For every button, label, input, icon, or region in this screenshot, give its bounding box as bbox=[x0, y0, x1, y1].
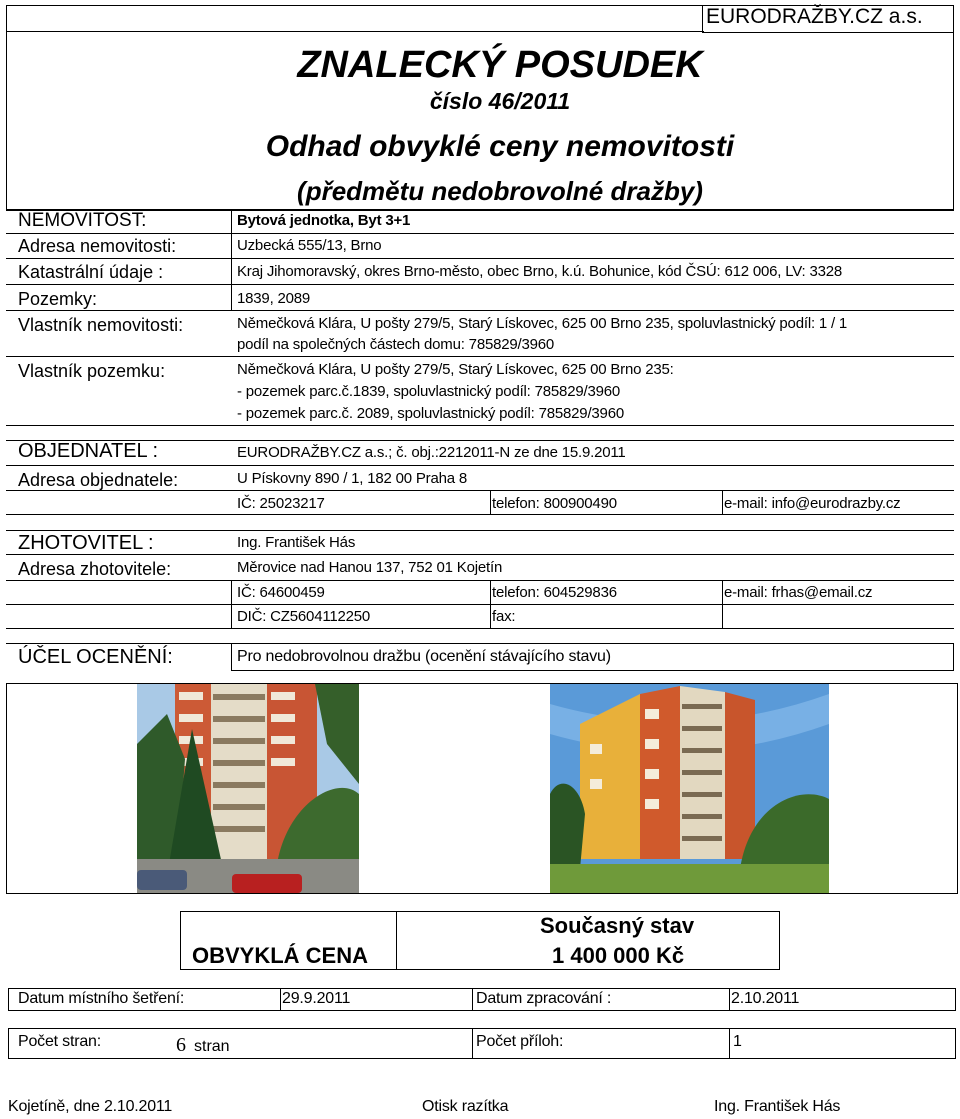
land-owner-line3: - pozemek parc.č. 2089, spoluvlastnický podíl: 785829/3960 bbox=[237, 405, 624, 422]
row-line bbox=[6, 604, 954, 605]
contractor-fax: fax: bbox=[492, 608, 516, 625]
contractor-phone: telefon: 604529836 bbox=[492, 584, 617, 601]
client-value: EURODRAŽBY.CZ a.s.; č. obj.:2212011-N ze dne 15.9.2011 bbox=[237, 444, 626, 461]
document-title: ZNALECKÝ POSUDEK bbox=[297, 44, 703, 86]
row-line bbox=[6, 530, 954, 531]
col-line bbox=[231, 210, 232, 310]
price-amount: 1 400 000 Kč bbox=[552, 943, 685, 968]
attachments-count: 1 bbox=[733, 1033, 742, 1050]
attachments-label: Počet příloh: bbox=[476, 1033, 564, 1050]
client-phone: telefon: 800900490 bbox=[492, 495, 617, 512]
cadastre-label: Katastrální údaje : bbox=[18, 262, 164, 282]
owner-line2: podíl na společných částech domu: 785829/3960 bbox=[237, 336, 555, 353]
col-line bbox=[472, 988, 473, 1011]
col-line bbox=[490, 490, 491, 514]
parcels-label: Pozemky: bbox=[18, 289, 98, 309]
row-line bbox=[6, 465, 954, 466]
header-inner-line bbox=[6, 31, 704, 32]
purpose-label: ÚČEL OCENĚNÍ: bbox=[18, 646, 173, 668]
contractor-email: e-mail: frhas@email.cz bbox=[724, 584, 873, 601]
footer-signature: Ing. František Hás bbox=[714, 1098, 841, 1115]
document-subtitle2: (předmětu nedobrovolné dražby) bbox=[297, 176, 703, 206]
land-owner-label: Vlastník pozemku: bbox=[18, 361, 166, 381]
document-subtitle: Odhad obvyklé ceny nemovitosti bbox=[265, 130, 735, 163]
row-line bbox=[6, 210, 954, 211]
pages-label: Počet stran: bbox=[18, 1033, 101, 1050]
land-owner-line2: - pozemek parc.č.1839, spoluvlastnický podíl: 785829/3960 bbox=[237, 383, 621, 400]
state-label: Současný stav bbox=[540, 913, 695, 938]
col-line bbox=[722, 490, 723, 514]
row-line bbox=[6, 628, 954, 629]
parcels-value: 1839, 2089 bbox=[237, 290, 311, 307]
cadastre-value: Kraj Jihomoravský, okres Brno-město, obec Brno, k.ú. Bohunice, kód ČSÚ: 612 006, LV: 3328 bbox=[237, 263, 843, 280]
pages-unit: stran bbox=[194, 1038, 230, 1055]
row-line bbox=[6, 490, 954, 491]
row-line bbox=[6, 425, 954, 426]
col-line bbox=[472, 1028, 473, 1059]
client-address: U Pískovny 890 / 1, 182 00 Praha 8 bbox=[237, 470, 468, 487]
row-line bbox=[6, 258, 954, 259]
col-line bbox=[280, 988, 281, 1011]
processing-label: Datum zpracování : bbox=[476, 990, 612, 1007]
row-line bbox=[6, 580, 954, 581]
footer-stamp: Otisk razítka bbox=[422, 1098, 509, 1115]
contractor-value: Ing. František Hás bbox=[237, 534, 356, 551]
contractor-address: Měrovice nad Hanou 137, 752 01 Kojetín bbox=[237, 559, 503, 576]
owner-label: Vlastník nemovitosti: bbox=[18, 315, 184, 335]
col-line bbox=[729, 988, 730, 1011]
client-address-label: Adresa objednatele: bbox=[18, 470, 179, 490]
address-label: Adresa nemovitosti: bbox=[18, 236, 177, 256]
inspection-date: 29.9.2011 bbox=[282, 990, 351, 1007]
inspection-label: Datum místního šetření: bbox=[18, 990, 185, 1007]
client-ic: IČ: 25023217 bbox=[237, 495, 325, 512]
col-line bbox=[729, 1028, 730, 1059]
company-tag: EURODRAŽBY.CZ a.s. bbox=[706, 5, 923, 28]
contractor-ic: IČ: 64600459 bbox=[237, 584, 325, 601]
contractor-address-label: Adresa zhotovitele: bbox=[18, 559, 172, 579]
row-line bbox=[6, 310, 954, 311]
document-number: číslo 46/2011 bbox=[429, 88, 571, 114]
address-value: Uzbecká 555/13, Brno bbox=[237, 237, 382, 254]
processing-date: 2.10.2011 bbox=[731, 990, 800, 1007]
price-label: OBVYKLÁ CENA bbox=[192, 943, 369, 968]
owner-line1: Němečková Klára, U pošty 279/5, Starý Lískovec, 625 00 Brno 235, spoluvlastnický podíl: 1 / 1 bbox=[237, 315, 848, 332]
footer-place-date: Kojetíně, dne 2.10.2011 bbox=[8, 1098, 173, 1115]
purpose-value: Pro nedobrovolnou dražbu (ocenění stávajícího stavu) bbox=[237, 648, 611, 665]
pages-number: 6 bbox=[176, 1034, 186, 1056]
price-col-line bbox=[396, 911, 397, 970]
row-line bbox=[6, 356, 954, 357]
row-line bbox=[6, 514, 954, 515]
property-label: NEMOVITOST: bbox=[18, 210, 147, 231]
building-photo-right bbox=[550, 684, 829, 893]
row-line bbox=[6, 233, 954, 234]
land-owner-line1: Němečková Klára, U pošty 279/5, Starý Lískovec, 625 00 Brno 235: bbox=[237, 361, 674, 378]
building-photo-left bbox=[137, 684, 359, 893]
property-value: Bytová jednotka, Byt 3+1 bbox=[237, 212, 411, 229]
contractor-dic: DIČ: CZ5604112250 bbox=[237, 608, 371, 625]
client-email: e-mail: info@eurodrazby.cz bbox=[724, 495, 901, 512]
row-line bbox=[6, 284, 954, 285]
contractor-label: ZHOTOVITEL : bbox=[18, 532, 154, 554]
client-label: OBJEDNATEL : bbox=[18, 440, 159, 462]
row-line bbox=[6, 554, 954, 555]
